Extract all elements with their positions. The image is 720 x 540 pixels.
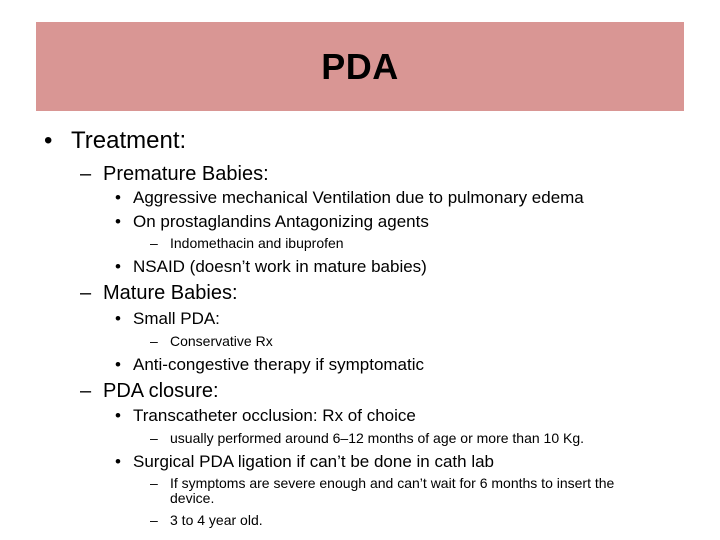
premature-item-1: Aggressive mechanical Ventilation due to pulmonary edema <box>133 188 584 207</box>
mature-item-2: Anti-congestive therapy if symptomatic <box>133 355 425 374</box>
mature-heading: Mature Babies: <box>103 282 238 304</box>
closure-item-1: Transcatheter occlusion: Rx of choice <box>133 406 416 425</box>
closure-item-1-sub: usually performed around 6–12 months of age or more than 10 Kg. <box>170 430 585 446</box>
mature-item-1-sub: Conservative Rx <box>170 333 273 349</box>
closure-item-2-sub-1: If symptoms are severe enough and can’t wait for 6 months to insert the <box>170 475 615 491</box>
dash-icon: – <box>150 430 158 446</box>
premature-item-2-sub: Indomethacin and ibuprofen <box>170 235 344 251</box>
bullet-icon: • <box>115 188 121 207</box>
premature-item-3: NSAID (doesn’t work in mature babies) <box>133 257 427 276</box>
bullet-icon: • <box>115 309 121 328</box>
bullet-icon: • <box>115 257 121 276</box>
slide-title: PDA <box>321 45 399 87</box>
closure-item-2: Surgical PDA ligation if can’t be done in cath lab <box>133 452 495 471</box>
closure-item-2-sub-1-cont: device. <box>170 490 215 506</box>
dash-icon: – <box>80 163 92 185</box>
bullet-icon: • <box>115 212 121 231</box>
closure-item-2-sub-2: 3 to 4 year old. <box>170 512 263 528</box>
dash-icon: – <box>150 333 158 349</box>
bullet-icon: • <box>115 452 121 471</box>
bullet-icon: • <box>115 406 121 425</box>
dash-icon: – <box>150 475 158 491</box>
bullet-icon: • <box>115 355 121 374</box>
dash-icon: – <box>150 512 158 528</box>
dash-icon: – <box>80 282 92 304</box>
bullet-icon: • <box>44 127 53 154</box>
premature-item-2: On prostaglandins Antagonizing agents <box>133 212 429 231</box>
dash-icon: – <box>150 235 158 251</box>
mature-item-1: Small PDA: <box>133 309 220 328</box>
treatment-heading: Treatment: <box>71 127 187 154</box>
dash-icon: – <box>80 380 92 402</box>
premature-heading: Premature Babies: <box>103 163 269 185</box>
closure-heading: PDA closure: <box>103 380 219 402</box>
